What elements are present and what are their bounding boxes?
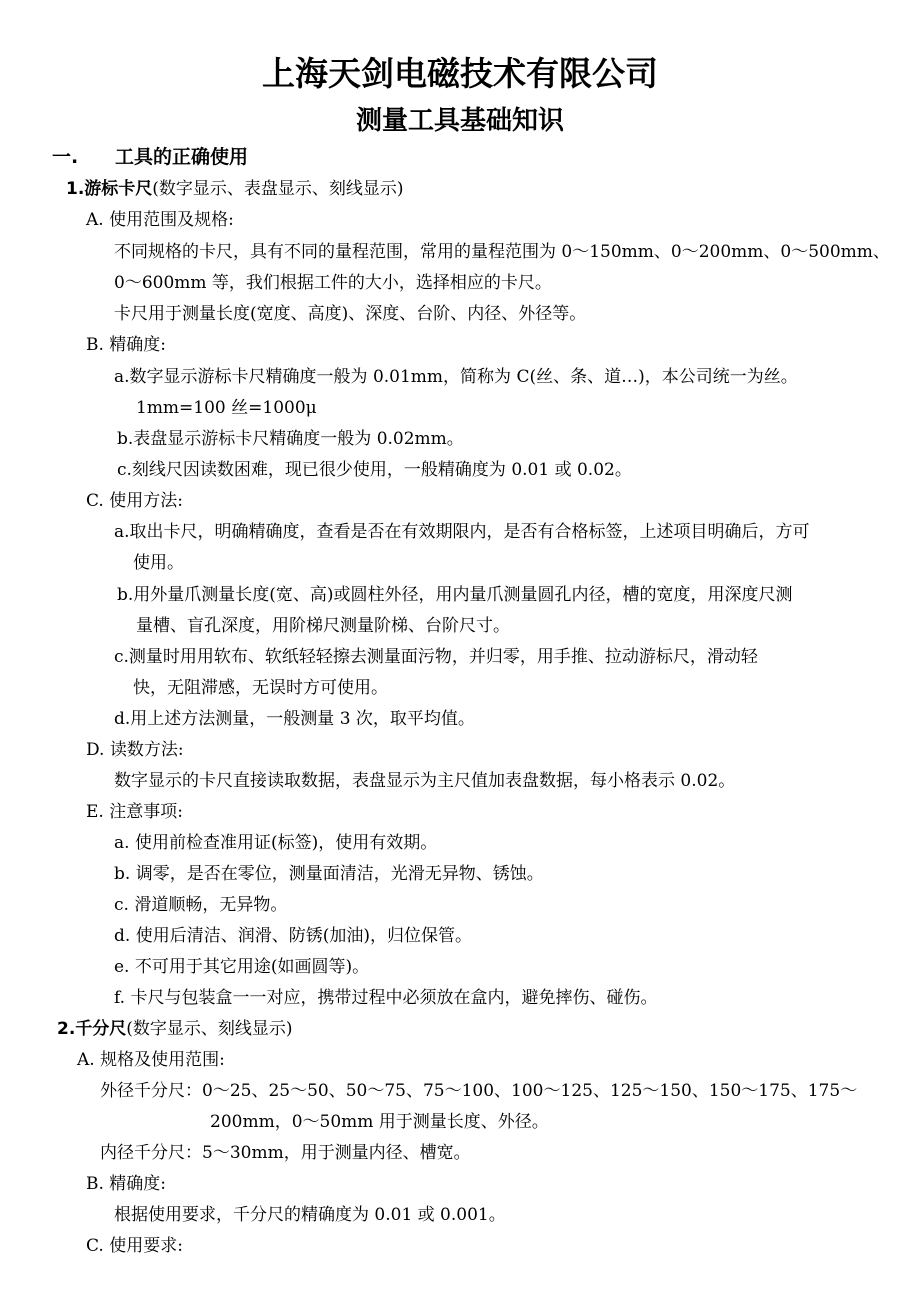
caliper-c-item-b-cont: 量槽、盲孔深度，用阶梯尺测量阶梯、台阶尺寸。 xyxy=(136,616,510,636)
caliper-b-item-b: b.表盘显示游标卡尺精确度一般为 0.02mm。 xyxy=(117,429,464,449)
caliper-heading-rest: (数字显示、表盘显示、刻线显示) xyxy=(152,179,404,199)
caliper-heading xyxy=(66,178,404,200)
micrometer-heading-rest: (数字显示、刻线显示) xyxy=(126,1019,293,1039)
caliper-e-item: d. 使用后清洁、润滑、防锈(加油)，归位保管。 xyxy=(114,926,472,946)
caliper-a-text-line1: 不同规格的卡尺，具有不同的量程范围，常用的量程范围为 0～150mm、0～200mm、0～500mm、 xyxy=(114,242,890,262)
micrometer-a-title: A. 规格及使用范围: xyxy=(77,1050,225,1070)
caliper-c-item-a: a.取出卡尺，明确精确度，查看是否在有效期限内，是否有合格标签，上述项目明确后，方可 xyxy=(114,522,810,542)
caliper-e-item: a. 使用前检查准用证(标签)，使用有效期。 xyxy=(114,833,438,853)
caliper-c-item-c: c.测量时用用软布、软纸轻轻擦去测量面污物，并归零，用手推、拉动游标尺，滑动轻 xyxy=(114,647,758,667)
caliper-d-text: 数字显示的卡尺直接读取数据，表盘显示为主尺值加表盘数据，每小格表示 0.02。 xyxy=(114,771,736,791)
caliper-e-item: c. 滑道顺畅，无异物。 xyxy=(114,895,288,915)
caliper-d-title: D. 读数方法: xyxy=(86,740,184,760)
caliper-heading-bold: 1.游标卡尺 xyxy=(66,179,153,199)
caliper-c-title: C. 使用方法: xyxy=(86,491,183,511)
caliper-b-title: B. 精确度: xyxy=(86,335,167,355)
company-title: 上海天剑电磁技术有限公司 xyxy=(262,54,658,93)
caliper-a-text-line3: 卡尺用于测量长度(宽度、高度)、深度、台阶、内径、外径等。 xyxy=(114,304,587,324)
micrometer-heading-bold: 2.千分尺 xyxy=(57,1019,127,1039)
section-number: 一. xyxy=(52,146,79,168)
caliper-b-item-c: c.刻线尺因读数困难，现已很少使用，一般精确度为 0.01 或 0.02。 xyxy=(117,460,632,480)
caliper-e-item: f. 卡尺与包装盒一一对应，携带过程中必须放在盒内，避免摔伤、碰伤。 xyxy=(114,988,658,1008)
micrometer-c-title: C. 使用要求: xyxy=(86,1236,183,1256)
caliper-b-item-a-cont: 1mm=100 丝=1000μ xyxy=(136,398,317,418)
caliper-c-item-c-cont: 快，无阻滞感，无误时方可使用。 xyxy=(133,678,388,698)
micrometer-b-text: 根据使用要求，千分尺的精确度为 0.01 或 0.001。 xyxy=(114,1205,506,1225)
caliper-c-item-a-cont: 使用。 xyxy=(133,553,184,573)
micrometer-b-title: B. 精确度: xyxy=(86,1174,167,1194)
caliper-e-item: b. 调零，是否在零位，测量面清洁，光滑无异物、锈蚀。 xyxy=(114,864,544,884)
caliper-a-title: A. 使用范围及规格: xyxy=(86,210,234,230)
caliper-e-item: e. 不可用于其它用途(如画圆等)。 xyxy=(114,957,370,977)
micrometer-a-inner: 内径千分尺：5～30mm，用于测量内径、槽宽。 xyxy=(100,1143,471,1163)
caliper-c-item-b: b.用外量爪测量长度(宽、高)或圆柱外径，用内量爪测量圆孔内径，槽的宽度，用深度尺测 xyxy=(117,585,793,605)
micrometer-heading xyxy=(57,1018,293,1040)
section-title: 工具的正确使用 xyxy=(115,146,249,168)
micrometer-a-outer: 外径千分尺：0～25、25～50、50～75、75～100、100～125、125～150、150～175、175～ xyxy=(100,1081,858,1101)
micrometer-a-outer-cont: 200mm，0～50mm 用于测量长度、外径。 xyxy=(210,1112,549,1132)
caliper-b-item-a: a.数字显示游标卡尺精确度一般为 0.01mm，简称为 C(丝、条、道…)，本公司统一为丝。 xyxy=(114,367,798,387)
caliper-c-item-d: d.用上述方法测量，一般测量 3 次，取平均值。 xyxy=(114,709,475,729)
document-subtitle: 测量工具基础知识 xyxy=(355,106,564,136)
caliper-a-text-line2: 0～600mm 等，我们根据工件的大小，选择相应的卡尺。 xyxy=(114,273,552,293)
caliper-e-title: E. 注意事项: xyxy=(86,802,183,822)
